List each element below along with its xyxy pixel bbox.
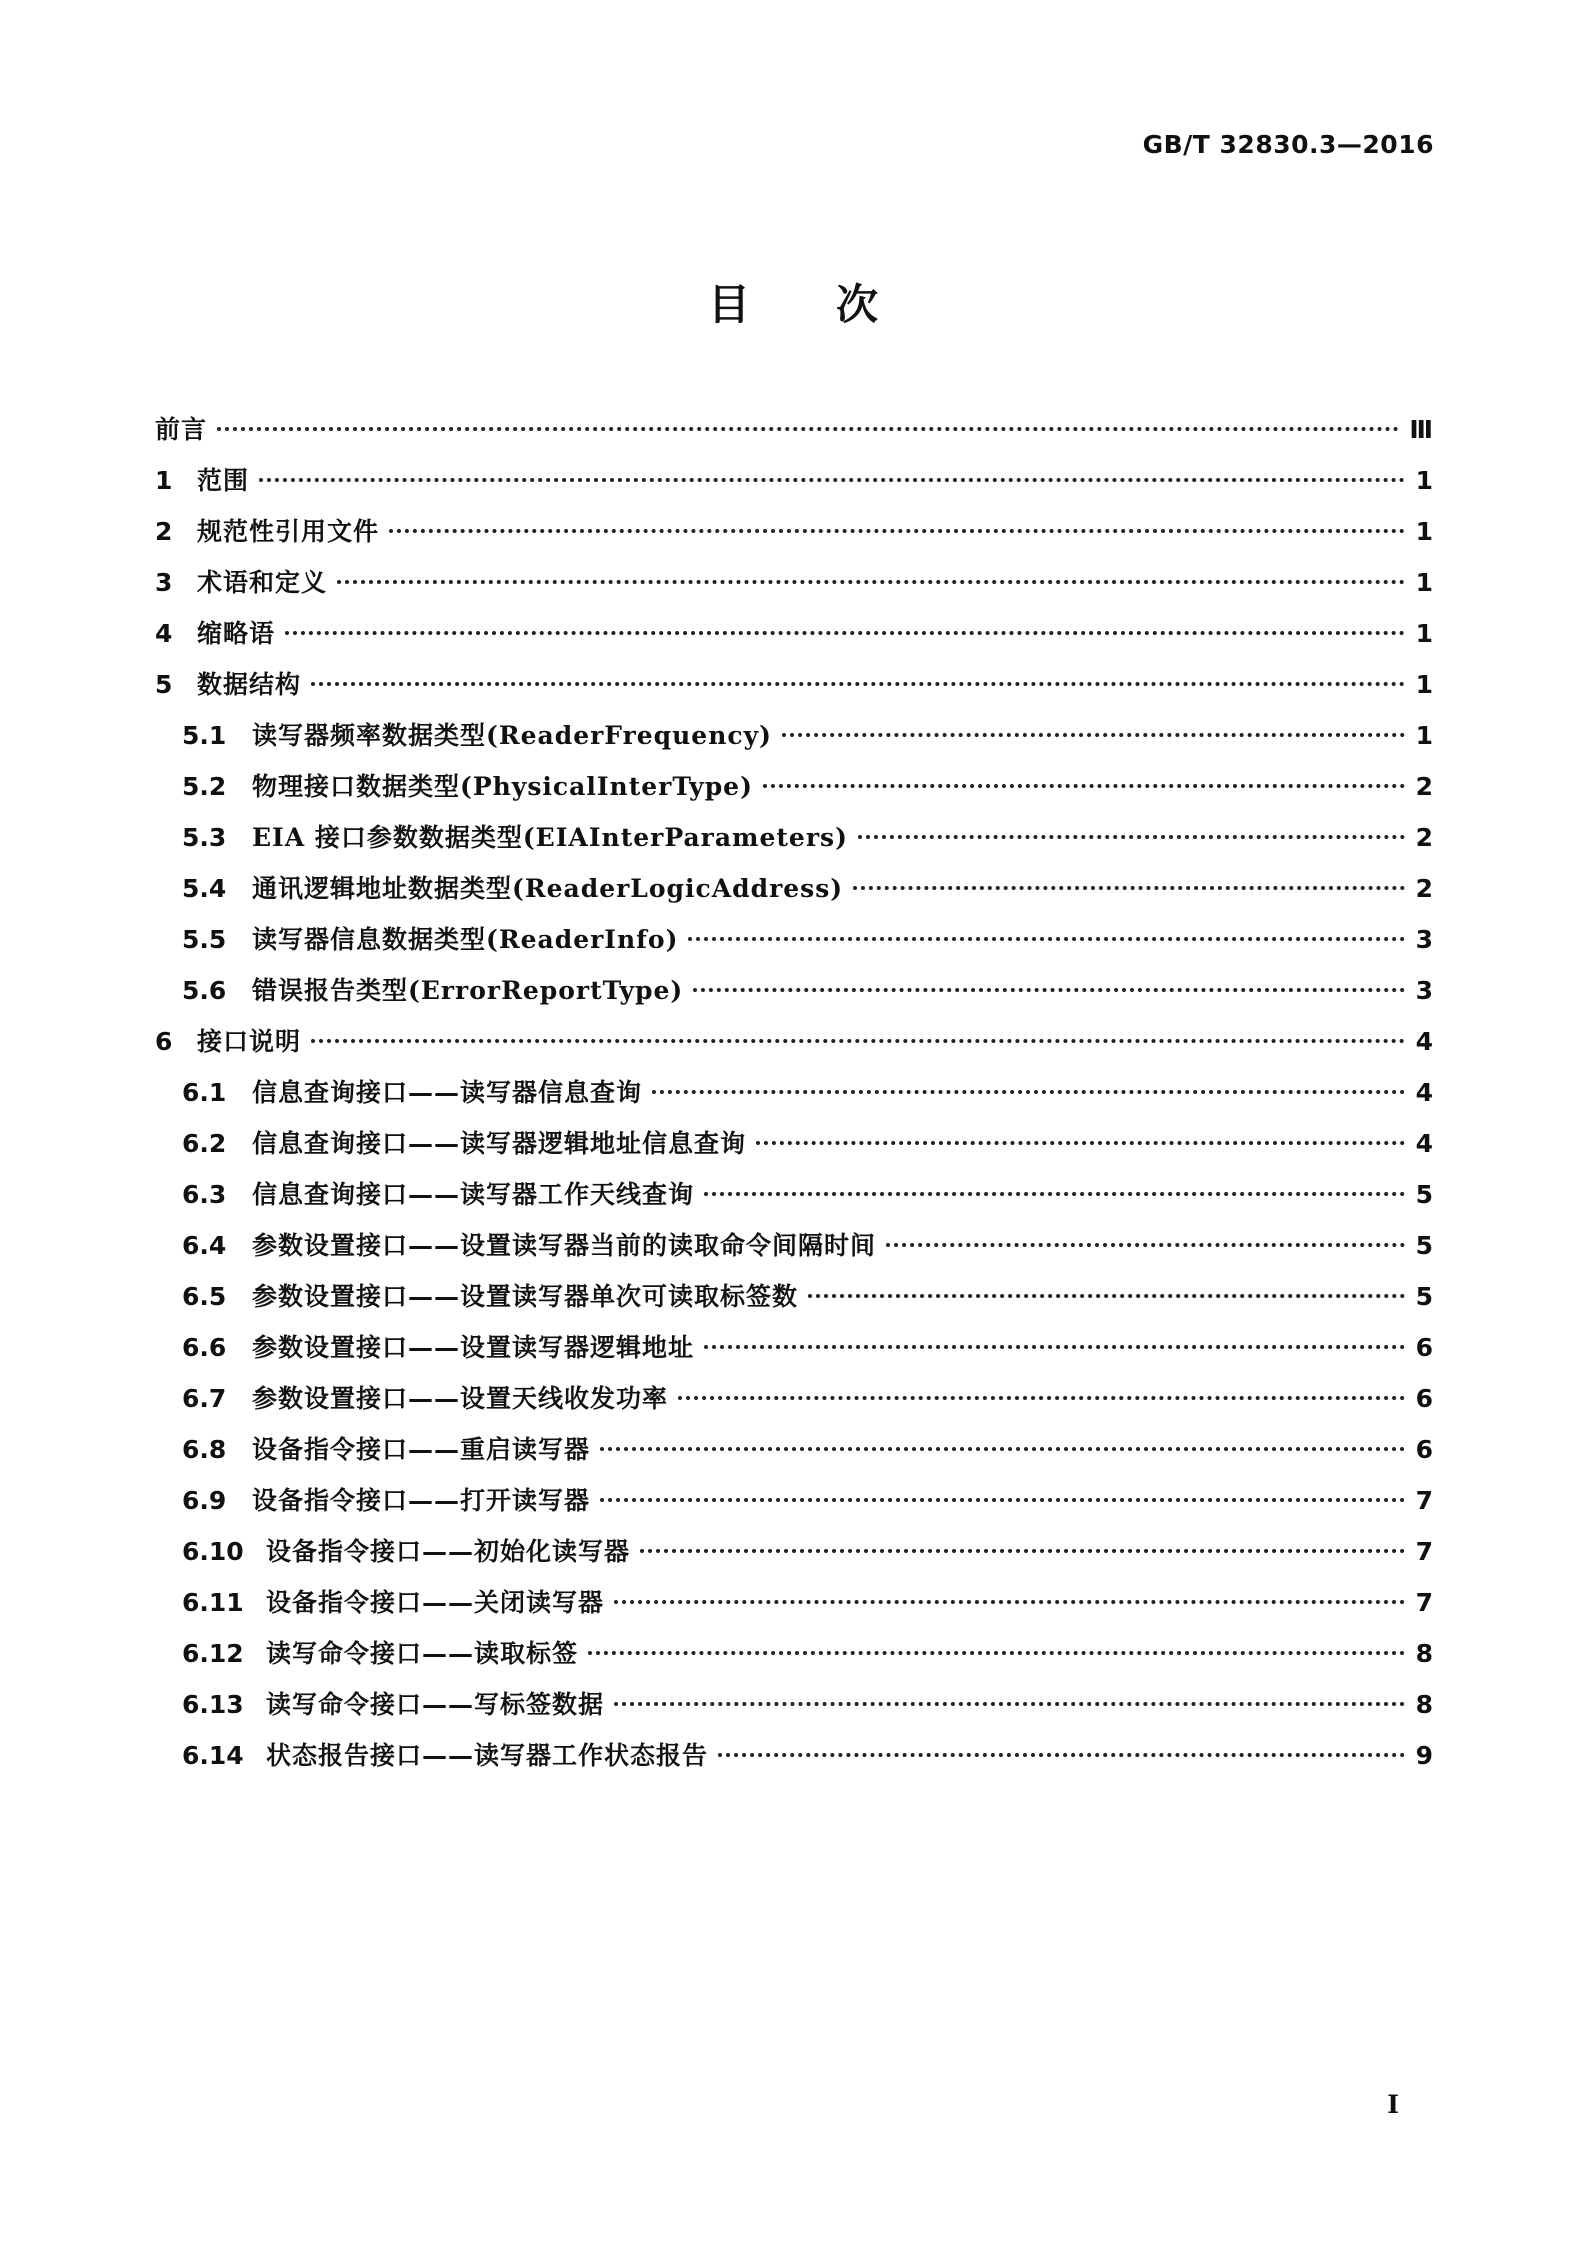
toc-entry-number: 5.1 <box>182 721 227 750</box>
toc-entry[interactable] <box>155 869 1433 920</box>
toc-dot-leader <box>693 988 1405 992</box>
toc-entry-number: 5.6 <box>182 976 227 1005</box>
toc-entry-number: 5.5 <box>182 925 227 954</box>
toc-entry[interactable] <box>155 410 1433 461</box>
standard-number: GB/T 32830.3—2016 <box>1142 130 1434 159</box>
toc-entry-title: 接口说明 <box>197 1027 302 1056</box>
toc-entry-page: 4 <box>1415 1078 1433 1107</box>
toc-entry-title: 信息查询接口——读写器逻辑地址信息查询 <box>252 1129 747 1158</box>
toc-entry-number: 2 <box>155 517 173 546</box>
toc-entry-title: 读写命令接口——读取标签 <box>266 1639 579 1668</box>
toc-dot-leader <box>614 1702 1405 1706</box>
toc-entry-number: 6.13 <box>182 1690 244 1719</box>
toc-entry-title: 设备指令接口——初始化读写器 <box>266 1537 631 1566</box>
toc-entry-number: 6.5 <box>182 1282 227 1311</box>
toc-entry-page: 1 <box>1415 568 1433 597</box>
toc-entry-number: 6.14 <box>182 1741 244 1770</box>
toc-entry-number: 6.3 <box>182 1180 227 1209</box>
toc-dot-leader <box>808 1294 1405 1298</box>
toc-entry-number: 6.12 <box>182 1639 244 1668</box>
toc-dot-leader <box>858 835 1405 839</box>
toc-entry[interactable] <box>155 1736 1433 1787</box>
toc-entry[interactable] <box>155 1634 1433 1685</box>
toc-entry-title: 错误报告类型(ErrorReportType) <box>252 976 684 1005</box>
toc-entry-page: 6 <box>1415 1435 1433 1464</box>
toc-entry-page: 5 <box>1415 1231 1433 1260</box>
toc-dot-leader <box>688 937 1405 941</box>
toc-dot-leader <box>600 1498 1405 1502</box>
toc-entry-number: 5.2 <box>182 772 227 801</box>
toc-entry-page: 8 <box>1415 1690 1433 1719</box>
toc-entry-page: 6 <box>1415 1333 1433 1362</box>
toc-entry-number: 6.1 <box>182 1078 227 1107</box>
toc-entry-page: 1 <box>1415 670 1433 699</box>
toc-dot-leader <box>704 1345 1405 1349</box>
toc-entry-page: 5 <box>1415 1282 1433 1311</box>
toc-dot-leader <box>588 1651 1405 1655</box>
table-of-contents <box>155 410 1433 1787</box>
toc-dot-leader <box>259 478 1405 482</box>
toc-entry[interactable] <box>155 512 1433 563</box>
toc-entry-title: 读写器信息数据类型(ReaderInfo) <box>252 925 679 954</box>
toc-entry-page: Ⅲ <box>1409 415 1433 444</box>
toc-entry[interactable] <box>155 461 1433 512</box>
toc-entry-title: 范围 <box>197 466 250 495</box>
toc-entry[interactable] <box>155 1481 1433 1532</box>
toc-entry[interactable] <box>155 716 1433 767</box>
toc-dot-leader <box>217 427 1399 431</box>
toc-entry[interactable] <box>155 1685 1433 1736</box>
toc-entry[interactable] <box>155 1583 1433 1634</box>
toc-entry-number: 6.2 <box>182 1129 227 1158</box>
toc-entry-number: 6.6 <box>182 1333 227 1362</box>
toc-entry[interactable] <box>155 1532 1433 1583</box>
toc-dot-leader <box>652 1090 1405 1094</box>
toc-entry-page: 9 <box>1415 1741 1433 1770</box>
toc-entry-number: 6 <box>155 1027 173 1056</box>
toc-entry[interactable] <box>155 1073 1433 1124</box>
toc-entry-page: 7 <box>1415 1486 1433 1515</box>
toc-entry-page: 7 <box>1415 1588 1433 1617</box>
toc-dot-leader <box>614 1600 1405 1604</box>
toc-entry[interactable] <box>155 767 1433 818</box>
toc-entry-title: 信息查询接口——读写器工作天线查询 <box>252 1180 695 1209</box>
toc-entry-number: 5 <box>155 670 173 699</box>
toc-entry-page: 3 <box>1415 976 1433 1005</box>
toc-dot-leader <box>886 1243 1405 1247</box>
page-title: 目次 <box>707 280 964 329</box>
toc-entry-number: 6.8 <box>182 1435 227 1464</box>
toc-entry-title: 参数设置接口——设置读写器逻辑地址 <box>252 1333 695 1362</box>
toc-entry[interactable] <box>155 1379 1433 1430</box>
toc-entry[interactable] <box>155 1175 1433 1226</box>
toc-entry-title: 参数设置接口——设置读写器单次可读取标签数 <box>252 1282 799 1311</box>
toc-entry-page: 1 <box>1415 466 1433 495</box>
toc-entry-page: 5 <box>1415 1180 1433 1209</box>
toc-entry-number: 3 <box>155 568 173 597</box>
toc-dot-leader <box>704 1192 1405 1196</box>
folio-page-number: I <box>1387 2090 1399 2119</box>
toc-entry-title: 前言 <box>155 415 208 444</box>
toc-entry-title: 设备指令接口——重启读写器 <box>252 1435 591 1464</box>
toc-entry-title: 参数设置接口——设置读写器当前的读取命令间隔时间 <box>252 1231 877 1260</box>
toc-dot-leader <box>782 733 1405 737</box>
toc-dot-leader <box>640 1549 1405 1553</box>
toc-entry[interactable] <box>155 1328 1433 1379</box>
toc-dot-leader <box>853 886 1405 890</box>
toc-entry-page: 1 <box>1415 517 1433 546</box>
toc-entry-page: 2 <box>1415 823 1433 852</box>
toc-entry-number: 1 <box>155 466 173 495</box>
toc-entry-number: 5.4 <box>182 874 227 903</box>
toc-entry-page: 1 <box>1415 721 1433 750</box>
toc-entry-page: 7 <box>1415 1537 1433 1566</box>
toc-entry[interactable] <box>155 563 1433 614</box>
toc-dot-leader <box>389 529 1405 533</box>
toc-entry-title: 读写命令接口——写标签数据 <box>266 1690 605 1719</box>
toc-entry[interactable] <box>155 614 1433 665</box>
toc-dot-leader <box>311 682 1405 686</box>
toc-entry-page: 3 <box>1415 925 1433 954</box>
toc-dot-leader <box>756 1141 1405 1145</box>
toc-entry-number: 5.3 <box>182 823 227 852</box>
toc-entry-page: 2 <box>1415 772 1433 801</box>
toc-entry-title: 状态报告接口——读写器工作状态报告 <box>266 1741 709 1770</box>
toc-dot-leader <box>600 1447 1405 1451</box>
toc-entry[interactable] <box>155 920 1433 971</box>
toc-dot-leader <box>337 580 1405 584</box>
toc-entry-title: 信息查询接口——读写器信息查询 <box>252 1078 643 1107</box>
toc-entry-title: 术语和定义 <box>197 568 328 597</box>
toc-entry[interactable] <box>155 1226 1433 1277</box>
toc-entry[interactable] <box>155 1022 1433 1073</box>
toc-entry[interactable] <box>155 1124 1433 1175</box>
toc-entry-title: 参数设置接口——设置天线收发功率 <box>252 1384 669 1413</box>
toc-entry-page: 4 <box>1415 1027 1433 1056</box>
toc-dot-leader <box>718 1753 1405 1757</box>
toc-entry[interactable] <box>155 971 1433 1022</box>
toc-entry-title: 缩略语 <box>197 619 276 648</box>
toc-entry-number: 6.10 <box>182 1537 244 1566</box>
toc-entry-number: 4 <box>155 619 173 648</box>
toc-entry-title: 设备指令接口——打开读写器 <box>252 1486 591 1515</box>
toc-dot-leader <box>678 1396 1405 1400</box>
toc-dot-leader <box>285 631 1405 635</box>
toc-entry[interactable] <box>155 1277 1433 1328</box>
toc-entry-title: 规范性引用文件 <box>197 517 380 546</box>
toc-entry-page: 1 <box>1415 619 1433 648</box>
toc-entry-number: 6.7 <box>182 1384 227 1413</box>
toc-entry-number: 6.11 <box>182 1588 244 1617</box>
toc-entry-title: 通讯逻辑地址数据类型(ReaderLogicAddress) <box>252 874 844 903</box>
toc-entry-title: 物理接口数据类型(PhysicalInterType) <box>252 772 753 801</box>
toc-entry-title: EIA 接口参数数据类型(EIAInterParameters) <box>252 823 848 852</box>
toc-dot-leader <box>311 1039 1405 1043</box>
toc-entry-title: 设备指令接口——关闭读写器 <box>266 1588 605 1617</box>
toc-entry[interactable] <box>155 818 1433 869</box>
toc-entry-number: 6.9 <box>182 1486 227 1515</box>
toc-entry[interactable] <box>155 1430 1433 1481</box>
toc-entry-page: 4 <box>1415 1129 1433 1158</box>
toc-entry-number: 6.4 <box>182 1231 227 1260</box>
toc-dot-leader <box>763 784 1405 788</box>
toc-entry-title: 读写器频率数据类型(ReaderFrequency) <box>252 721 772 750</box>
toc-entry-title: 数据结构 <box>197 670 302 699</box>
toc-entry-page: 6 <box>1415 1384 1433 1413</box>
toc-entry-page: 2 <box>1415 874 1433 903</box>
toc-entry[interactable] <box>155 665 1433 716</box>
toc-entry-page: 8 <box>1415 1639 1433 1668</box>
